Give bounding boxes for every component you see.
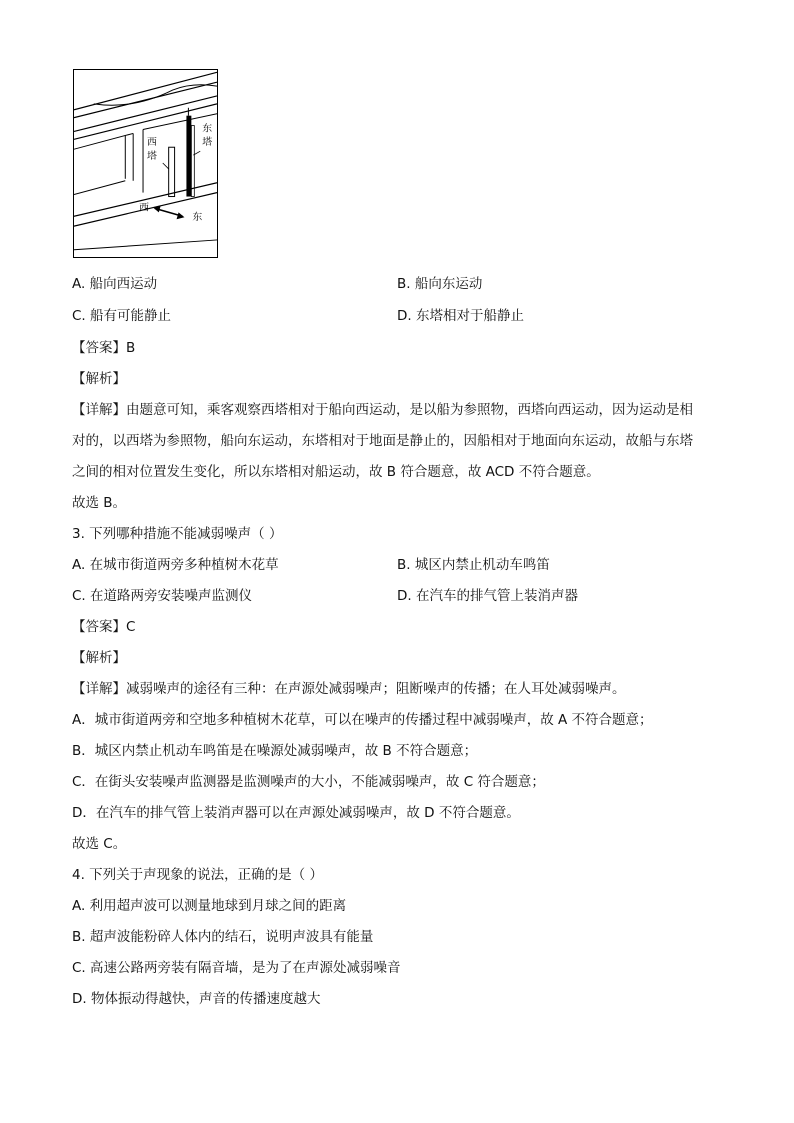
q3-explain-d: D．在汽车的排气管上装消声器可以在声源处减弱噪声，故 D 不符合题意。 [72,805,520,821]
q2-option-c: C. 船有可能静止 [72,308,172,324]
east-tower-label-1: 东 [202,123,213,135]
west-tower-label-1: 西 [146,137,157,149]
east-tower-shape [191,126,194,197]
q3-option-d: D. 在汽车的排气管上装消声器 [397,588,578,604]
window-frame [74,181,125,195]
q4-option-c: C. 高速公路两旁装有隔音墙，是为了在声源处减弱噪音 [72,960,401,976]
q3-explain-b: B．城区内禁止机动车鸣笛是在噪源处减弱噪声，故 B 不符合题意； [72,743,478,759]
q2-detail-line-2: 对的，以西塔为参照物，船向东运动，东塔相对于地面是静止的，因船相对于地面向东运动，故船与东塔 [72,433,693,449]
east-tower-shape [186,116,191,197]
floor-line [74,240,217,250]
q2-detail-line-1: 【详解】由题意可知，乘客观察西塔相对于船向西运动，是以船为参照物，西塔向西运动，因为运动是相 [72,402,693,418]
east-tower-label-2: 塔 [202,137,213,149]
q3-answer: 【答案】C [72,619,136,635]
west-direction-label: 西 [139,202,149,214]
q2-conclusion: 故选 B。 [72,495,127,511]
east-direction-label: 东 [192,212,203,224]
q2-option-d: D. 东塔相对于船静止 [397,308,524,324]
q3-option-a: A. 在城市街道两旁多种植树木花草 [72,557,279,573]
q4-option-d: D. 物体振动得越快，声音的传播速度越大 [72,991,321,1007]
ship-window-figure [73,69,218,258]
q3-analysis-heading: 【解析】 [72,650,126,666]
q3-option-b: B. 城区内禁止机动车鸣笛 [397,557,550,573]
q3-conclusion: 故选 C。 [72,836,127,852]
window-frame [74,133,133,149]
west-tower-shape [169,147,175,196]
q4-option-a: A. 利用超声波可以测量地球到月球之间的距离 [72,898,347,914]
q2-answer: 【答案】B [72,340,136,356]
q3-explain-a: A．城市街道两旁和空地多种植树木花草，可以在噪声的传播过程中减弱噪声，故 A 不符合题意； [72,712,653,728]
leader-line [163,163,169,169]
q2-option-b: B. 船向东运动 [397,276,483,292]
q2-option-a: A. 船向西运动 [72,276,158,292]
q3-stem: 3. 下列哪种措施不能减弱噪声（ ） [72,526,283,542]
arrow-head-east [177,212,185,219]
ceiling-line [74,82,217,118]
window-top-line [74,104,217,140]
q3-explain-c: C．在街头安装噪声监测器是监测噪声的大小，不能减弱噪声，故 C 符合题意； [72,774,545,790]
ship-window-diagram [74,70,217,257]
q4-option-b: B. 超声波能粉碎人体内的结石，说明声波具有能量 [72,929,374,945]
q3-option-c: C. 在道路两旁安装噪声监测仪 [72,588,253,604]
q4-stem: 4. 下列关于声现象的说法，正确的是（ ） [72,867,323,883]
q2-detail-line-3: 之间的相对位置发生变化，所以东塔相对船运动，故 B 符合题意，故 ACD 不符合题意。 [72,464,600,480]
arrow-head-west [153,205,161,212]
q2-analysis-heading: 【解析】 [72,371,126,387]
west-tower-label-2: 塔 [146,151,157,163]
q3-detail: 【详解】减弱噪声的途径有三种：在声源处减弱噪声；阻断噪声的传播；在人耳处减弱噪声。 [72,681,626,697]
window-top-line [74,96,217,135]
